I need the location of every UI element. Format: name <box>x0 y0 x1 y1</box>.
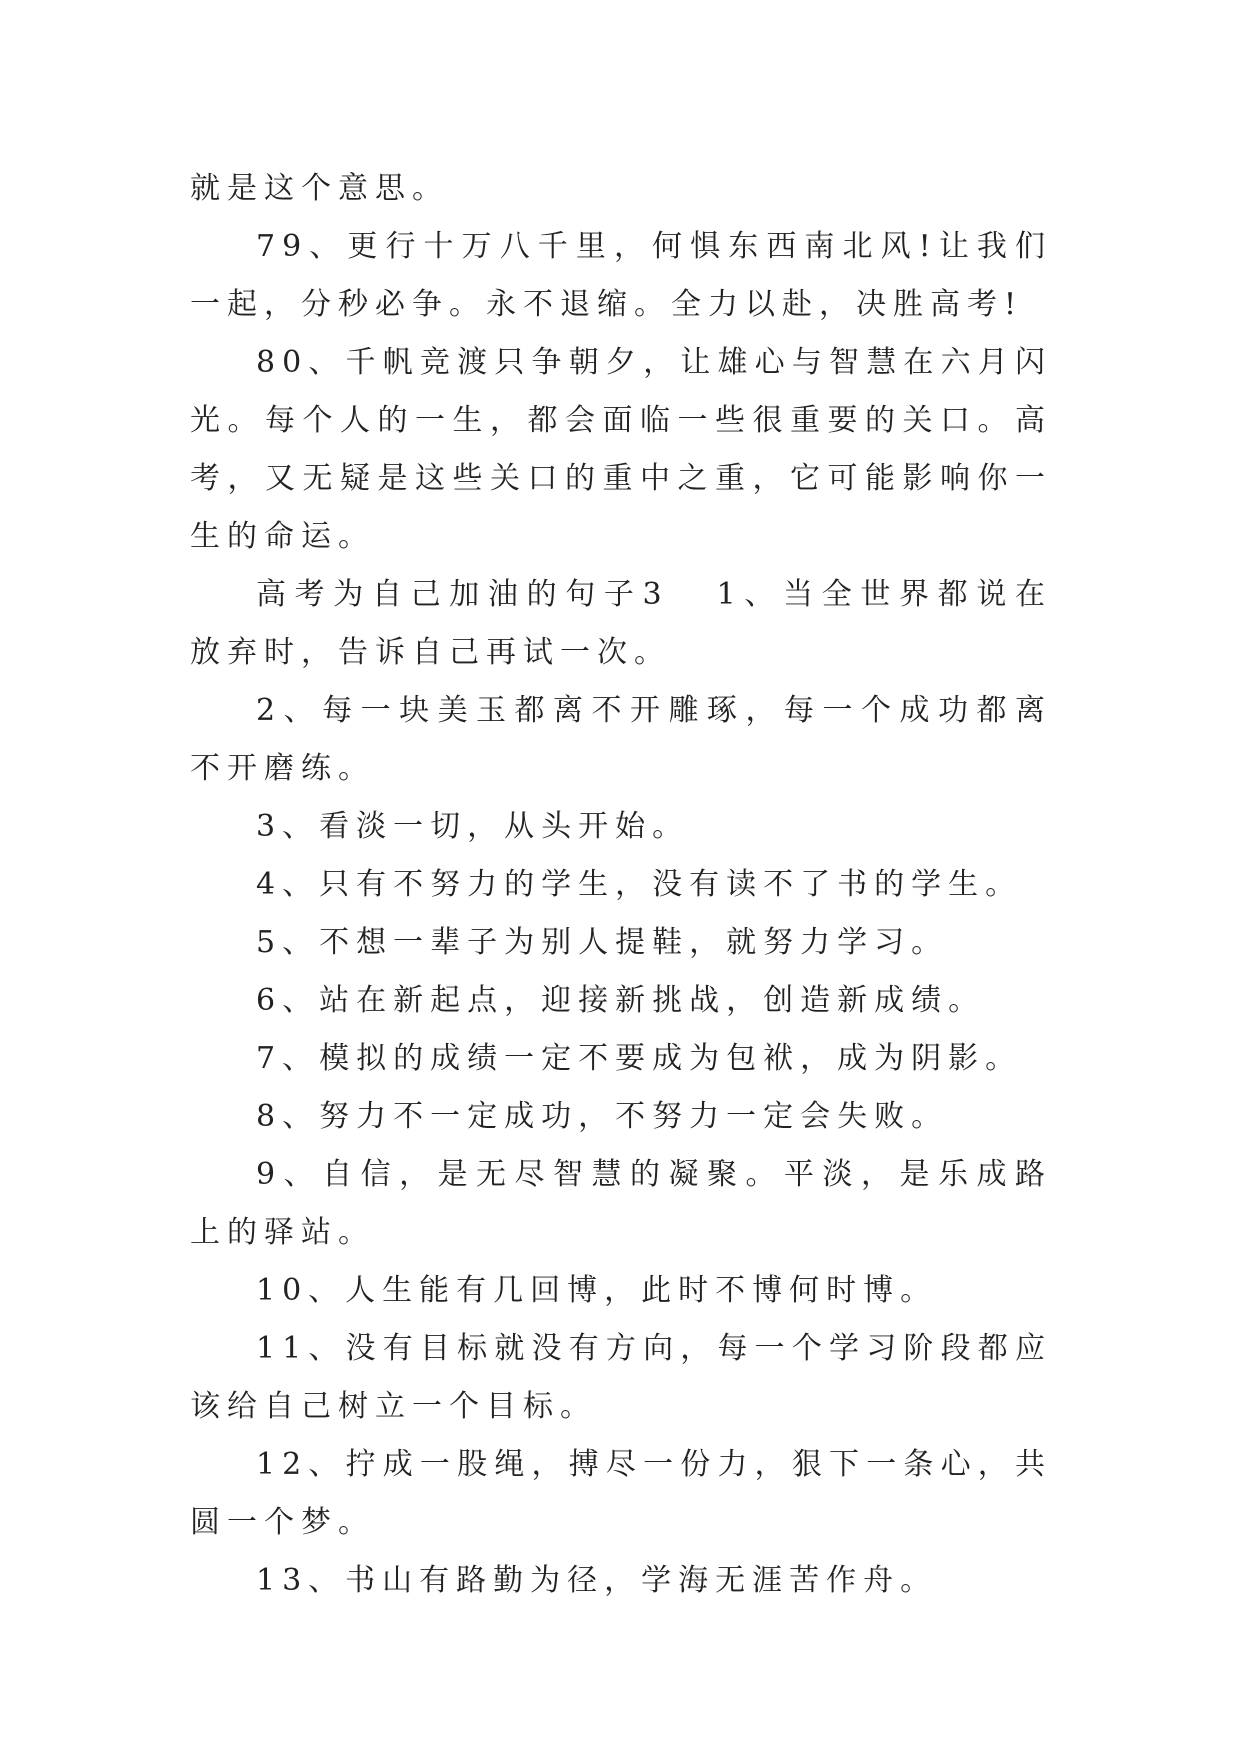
list-item: 11、没有目标就没有方向，每一个学习阶段都应该给自己树立一个目标。 <box>190 1331 1052 1424</box>
section-heading: 高考为自己加油的句子3 <box>256 577 669 612</box>
list-item: 10、人生能有几回博，此时不博何时博。 <box>256 1273 938 1308</box>
list-item: 9、自信，是无尽智慧的凝聚。平淡，是乐成路上的驿站。 <box>190 1157 1052 1250</box>
section-item-1: 1、当全世界都说在放弃时，告诉自己再试一次。 <box>190 577 1052 670</box>
document-body <box>190 160 1052 1610</box>
list-item: 5、不想一辈子为别人提鞋，就努力学习。 <box>256 925 949 960</box>
list-item: 4、只有不努力的学生，没有读不了书的学生。 <box>256 867 1023 902</box>
list-item: 12、拧成一股绳，搏尽一份力，狠下一条心，共圆一个梦。 <box>190 1447 1052 1540</box>
list-item: 3、看淡一切，从头开始。 <box>256 809 690 844</box>
list-item: 2、每一块美玉都离不开雕琢，每一个成功都离不开磨练。 <box>190 693 1052 786</box>
list-item: 8、努力不一定成功，不努力一定会失败。 <box>256 1099 949 1134</box>
list-item: 13、书山有路勤为径，学海无涯苦作舟。 <box>256 1563 938 1598</box>
continuation-text: 就是这个意思。 <box>190 171 449 206</box>
paragraph-80: 80、千帆竞渡只争朝夕，让雄心与智慧在六月闪光。每个人的一生，都会面临一些很重要的关口。高考，又无疑是这些关口的重中之重，它可能影响你一生的命运。 <box>190 345 1052 554</box>
paragraph-79: 79、更行十万八千里，何惧东西南北风!让我们一起，分秒必争。永不退缩。全力以赴，决胜高考! <box>190 229 1052 322</box>
list-item: 6、站在新起点，迎接新挑战，创造新成绩。 <box>256 983 986 1018</box>
list-item: 7、模拟的成绩一定不要成为包袱，成为阴影。 <box>256 1041 1023 1076</box>
section-intro <box>190 566 1052 682</box>
